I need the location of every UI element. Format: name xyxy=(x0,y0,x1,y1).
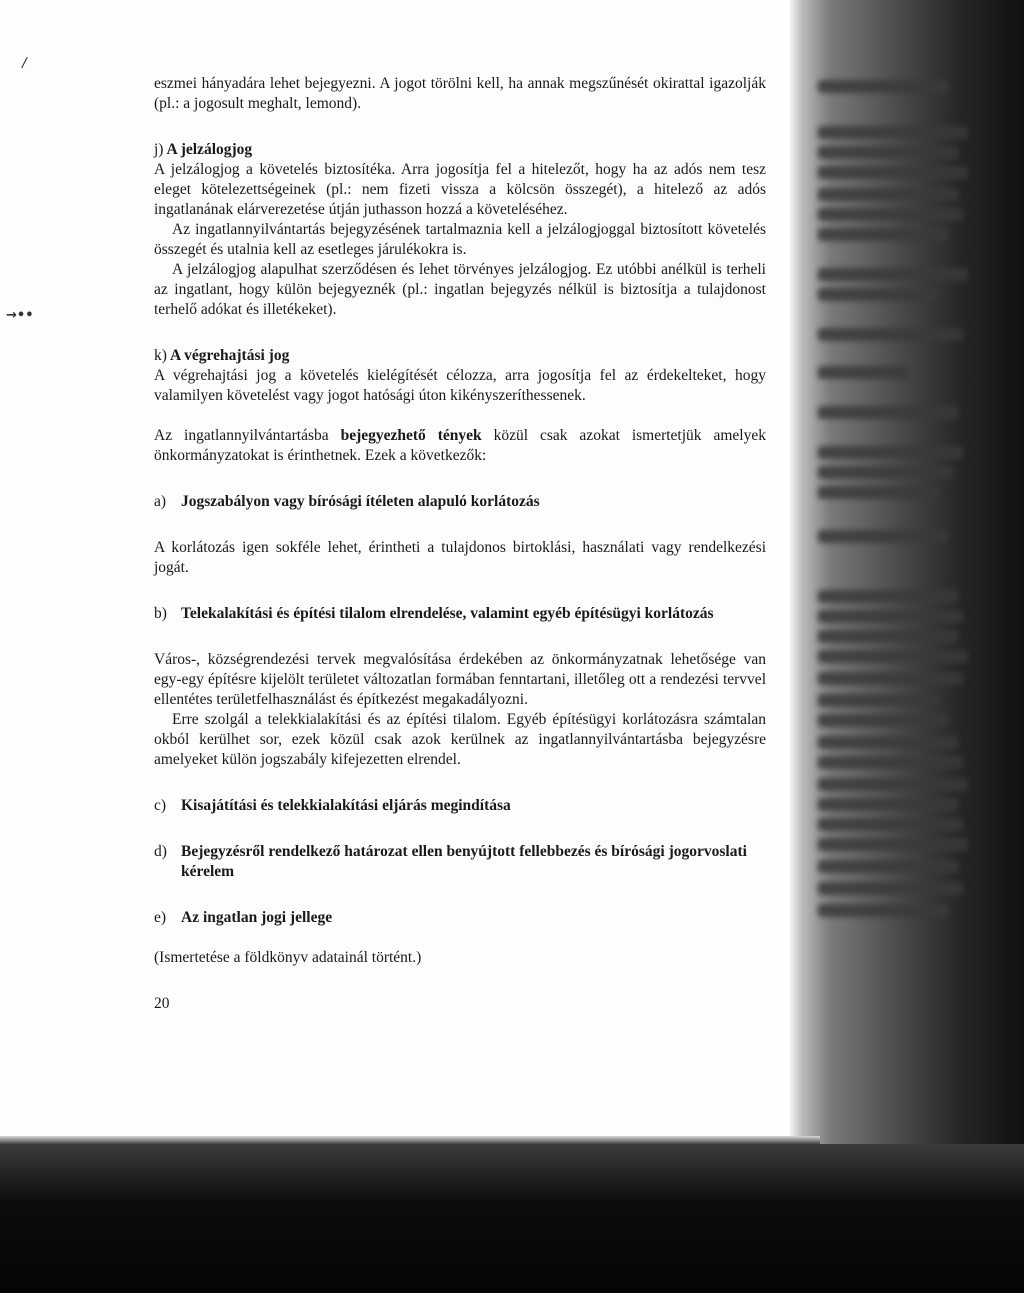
list-item-letter: a) xyxy=(154,493,167,510)
facts-intro-paragraph xyxy=(154,426,766,466)
list-item-title: Telekalakítási és építési tilalom elrendelése, valamint egyéb építésügyi korlátozás xyxy=(181,605,714,622)
facts-intro-bold: bejegyezhető tények xyxy=(340,427,482,444)
section-k-label: k) xyxy=(154,347,167,364)
list-item-letter: c) xyxy=(154,797,167,814)
section-k-title: A végrehajtási jog xyxy=(169,347,290,364)
list-item-d xyxy=(154,842,766,882)
item-e-note: (Ismertetése a földkönyv adatainál történt.) xyxy=(154,949,422,966)
page-number: 20 xyxy=(154,995,170,1012)
list-item-title: Az ingatlan jogi jellege xyxy=(181,909,333,926)
list-item-title: Bejegyzésről rendelkező határozat ellen benyújtott fellebbezés és bírósági jogorvoslati kérelem xyxy=(181,843,747,880)
list-item-letter: d) xyxy=(154,843,167,860)
list-item-e xyxy=(154,908,766,928)
blurred-facing-page-text xyxy=(818,60,988,960)
scanner-background xyxy=(0,1144,1024,1293)
section-j-paragraph-3: A jelzálogjog alapulhat szerződésen és lehet törvényes jelzálogjog. Ez utóbbi anélkül is terheli az ingatlant, hogy külön bejegyeznék (pl.: ingatlan bejegyzés nélkül is biztosítja a tulajdonost terhelő adókat és illetékeket). xyxy=(154,261,766,318)
intro-paragraph: eszmei hányadára lehet bejegyezni. A jogot törölni kell, ha annak megszűnését okirattal igazolják (pl.: a jogosult meghalt, lemond). xyxy=(154,75,766,112)
page-content xyxy=(154,74,766,1014)
section-j-title: A jelzálogjog xyxy=(166,141,253,158)
item-b-paragraph-1: Város-, községrendezési tervek megvalósítása érdekében az önkormányzatnak lehetősége van egy-egy építésre kijelölt területet változatlan formában fenntartani, illetőleg ott a rendezési tervvel ellentétes területfelhasználást és építkezést megakadályozni. xyxy=(154,651,766,708)
scan-artifact-mark: / xyxy=(20,54,29,72)
list-item-b xyxy=(154,604,766,624)
section-j-paragraph-2: Az ingatlannyilvántartás bejegyzésének tartalmaznia kell a jelzálogjoggal biztosított követelés összegét és utalnia kell az esetleges járulékokra is. xyxy=(154,221,766,258)
list-item-a xyxy=(154,492,766,512)
item-a-paragraph: A korlátozás igen sokféle lehet, érintheti a tulajdonos birtoklási, használati vagy rendelkezési jogát. xyxy=(154,539,766,576)
list-item-c xyxy=(154,796,766,816)
facts-intro-text-end: közül csak azokat ismertetjük amelyek önkormányzatokat is érinthetnek. Ezek a következők: xyxy=(154,427,766,464)
section-j-label: j) xyxy=(154,141,164,158)
scan-artifact-arrow: →•• xyxy=(6,308,34,323)
section-j-heading xyxy=(154,140,766,160)
section-k-paragraph-1: A végrehajtási jog a követelés kielégítését célozza, arra jogosítja fel az érdekelteket, hogy valamilyen követelést vagy jogot hatósági úton kikényszeríthessenek. xyxy=(154,367,766,404)
list-item-letter: e) xyxy=(154,909,167,926)
list-item-title: Kisajátítási és telekkialakítási eljárás megindítása xyxy=(181,797,511,814)
section-k-heading xyxy=(154,346,766,366)
list-item-letter: b) xyxy=(154,605,167,622)
section-j-paragraph-1: A jelzálogjog a követelés biztosítéka. Arra jogosítja fel a hitelezőt, hogy ha az adós nem tesz eleget kötelezettségeinek (pl.: nem fizeti vissza a kölcsön összegét), a hitelező az adós ingatlanának elárverezetése útján juthasson hozzá a követeléséhez. xyxy=(154,161,766,218)
list-item-title: Jogszabályon vagy bírósági ítéleten alapuló korlátozás xyxy=(181,493,540,510)
page-bottom-edge xyxy=(0,1136,820,1144)
item-b-paragraph-2: Erre szolgál a telekkialakítási és az építési tilalom. Egyéb építésügyi korlátozásra számtalan okból kerülhet sor, ezek közül csak azok kerülnek az ingatlannyilvántartásba bejegyzésre amelyeket külön jogszabály kifejezetten elrendel. xyxy=(154,711,766,768)
facts-intro-text: Az ingatlannyilvántartásba xyxy=(154,427,341,444)
